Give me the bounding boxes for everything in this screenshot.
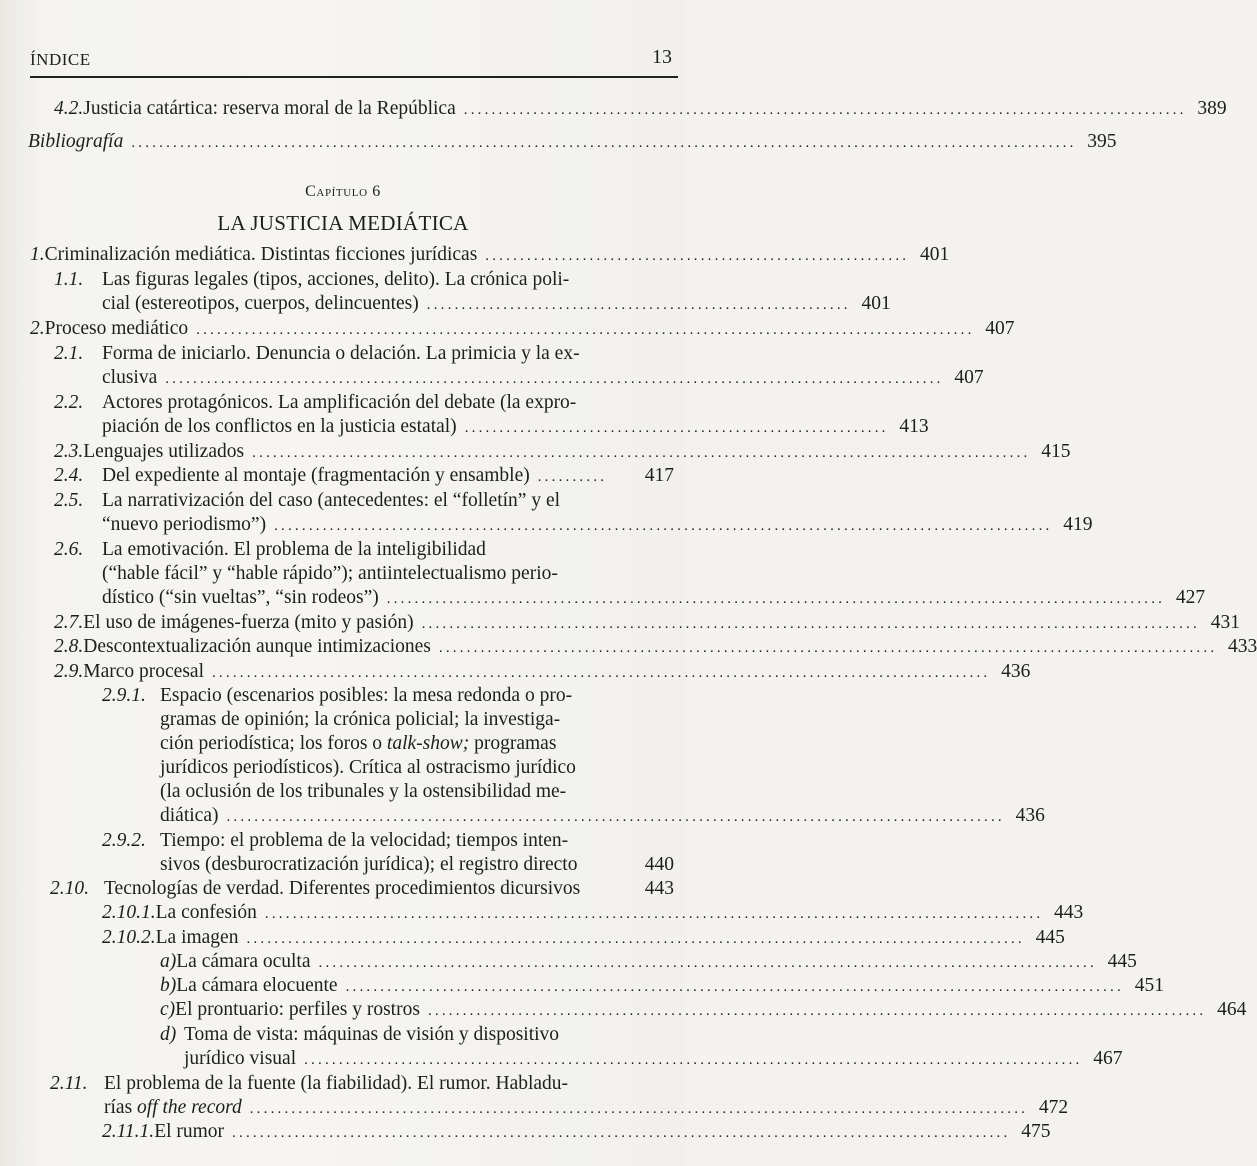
toc-entry-2-9: 2.9. Marco procesal ................................................................................................................ 436 — [54, 661, 1031, 682]
toc-entry-2-9-1-line3: ción periodística; los foros o talk-show; programas — [160, 733, 557, 754]
toc-entry-d-line2: jurídico visual ................................................................................................................ 467 — [184, 1048, 1123, 1069]
toc-entry-1-1-line2: cial (estereotipos, cuerpos, delincuentes) ............................................................. 401 — [102, 293, 891, 314]
toc-entry-2-2-line1: 2.2. Actores protagónicos. La amplificación del debate (la expro- — [54, 392, 577, 413]
toc-entry-2-9-1-line4: jurídicos periodísticos). Crítica al ostracismo jurídico — [160, 757, 576, 778]
toc-entry-2-9-1-line6: diática) ................................................................................................................ 436 — [160, 805, 1045, 826]
toc-entry-1: 1. Criminalización mediática. Distintas ficciones jurídicas ............................................................. 401 — [30, 244, 950, 265]
toc-entry-b: b) La cámara elocuente ................................................................................................................ 451 — [160, 975, 1164, 996]
page-number: 13 — [652, 46, 672, 68]
toc-entry-2-1-line2: clusiva ................................................................................................................ 407 — [102, 367, 984, 388]
toc-entry-2-11-1: 2.11.1. El rumor ................................................................................................................ 475 — [102, 1121, 1051, 1142]
toc-entry-2-6-line3: dístico (“sin vueltas”, “sin rodeos”) ................................................................................................................ 427 — [102, 587, 1206, 608]
toc-entry-2-10-1: 2.10.1. La confesión ................................................................................................................ 443 — [102, 902, 1084, 923]
toc-entry-2: 2. Proceso mediático ................................................................................................................ 407 — [30, 318, 1015, 339]
toc-entry-2-6-line2: (“hable fácil” y “hable rápido”); antiintelectualismo perio- — [102, 563, 558, 584]
toc-entry-bibliografia: Bibliografía ........................................................................................................................................ 395 — [28, 131, 1117, 152]
toc-entry-2-9-2-line2: sivos (desburocratización jurídica); el registro directo 440 — [160, 854, 674, 875]
toc-entry-2-3: 2.3. Lenguajes utilizados ................................................................................................................ 415 — [54, 441, 1071, 462]
toc-entry-2-5-line1: 2.5. La narrativización del caso (antecedentes: el “folletín” y el — [54, 490, 561, 511]
toc-entry-2-6-line1: 2.6. La emotivación. El problema de la inteligibilidad — [54, 539, 486, 560]
toc-entry-2-9-1-line5: (la oclusión de los tribunales y la ostensibilidad me- — [160, 781, 567, 802]
toc-entry-2-1-line1: 2.1. Forma de iniciarlo. Denuncia o delación. La primicia y la ex- — [54, 343, 580, 364]
toc-entry-2-5-line2: “nuevo periodismo”) ................................................................................................................ 419 — [102, 514, 1093, 535]
chapter-label: Capítulo 6 — [305, 183, 381, 200]
toc-entry-4-2: 4.2. Justicia catártica: reserva moral de la República ........................................................................................................ 389 — [54, 98, 1227, 119]
toc-entry-2-4: 2.4. Del expediente al montaje (fragmentación y ensamble) .......... 417 — [54, 465, 674, 486]
chapter-title: LA JUSTICIA MEDIÁTICA — [217, 211, 469, 235]
toc-entry-c: c) El prontuario: perfiles y rostros ................................................................................................................ 464 — [160, 999, 1247, 1020]
toc-entry-2-7: 2.7. El uso de imágenes-fuerza (mito y pasión) ................................................................................................................ 431 — [54, 612, 1240, 633]
running-title: ÍNDICE — [30, 50, 91, 69]
toc-entry-2-9-1-line2: gramas de opinión; la crónica policial; la investiga- — [160, 709, 561, 730]
header-rule — [30, 76, 678, 78]
toc-entry-2-11-line1: 2.11. El problema de la fuente (la fiabilidad). El rumor. Habladu- — [50, 1073, 569, 1094]
toc-entry-2-2-line2: piación de los conflictos en la justicia estatal) ............................................................. 413 — [102, 416, 929, 437]
toc-entry-2-8: 2.8. Descontextualización aunque intimizaciones ................................................................................................................ 433 — [54, 636, 1257, 657]
toc-entry-2-9-1-line1: 2.9.1. Espacio (escenarios posibles: la mesa redonda o pro- — [102, 685, 573, 706]
toc-entry-2-9-2-line1: 2.9.2. Tiempo: el problema de la velocidad; tiempos inten- — [102, 830, 569, 851]
toc-entry-2-10: 2.10. Tecnologías de verdad. Diferentes procedimientos dicursivos 443 — [50, 878, 674, 899]
toc-entry-2-10-2: 2.10.2. La imagen ................................................................................................................ 445 — [102, 927, 1065, 948]
toc-entry-d-line1: d) Toma de vista: máquinas de visión y dispositivo — [160, 1024, 560, 1045]
toc-entry-1-1-line1: 1.1. Las figuras legales (tipos, acciones, delito). La crónica poli- — [54, 269, 570, 290]
page-header — [30, 44, 674, 74]
toc-entry-a: a) La cámara oculta ................................................................................................................ 445 — [160, 951, 1137, 972]
toc-entry-2-11-line2: rías off the record ................................................................................................................ 472 — [104, 1097, 1069, 1118]
